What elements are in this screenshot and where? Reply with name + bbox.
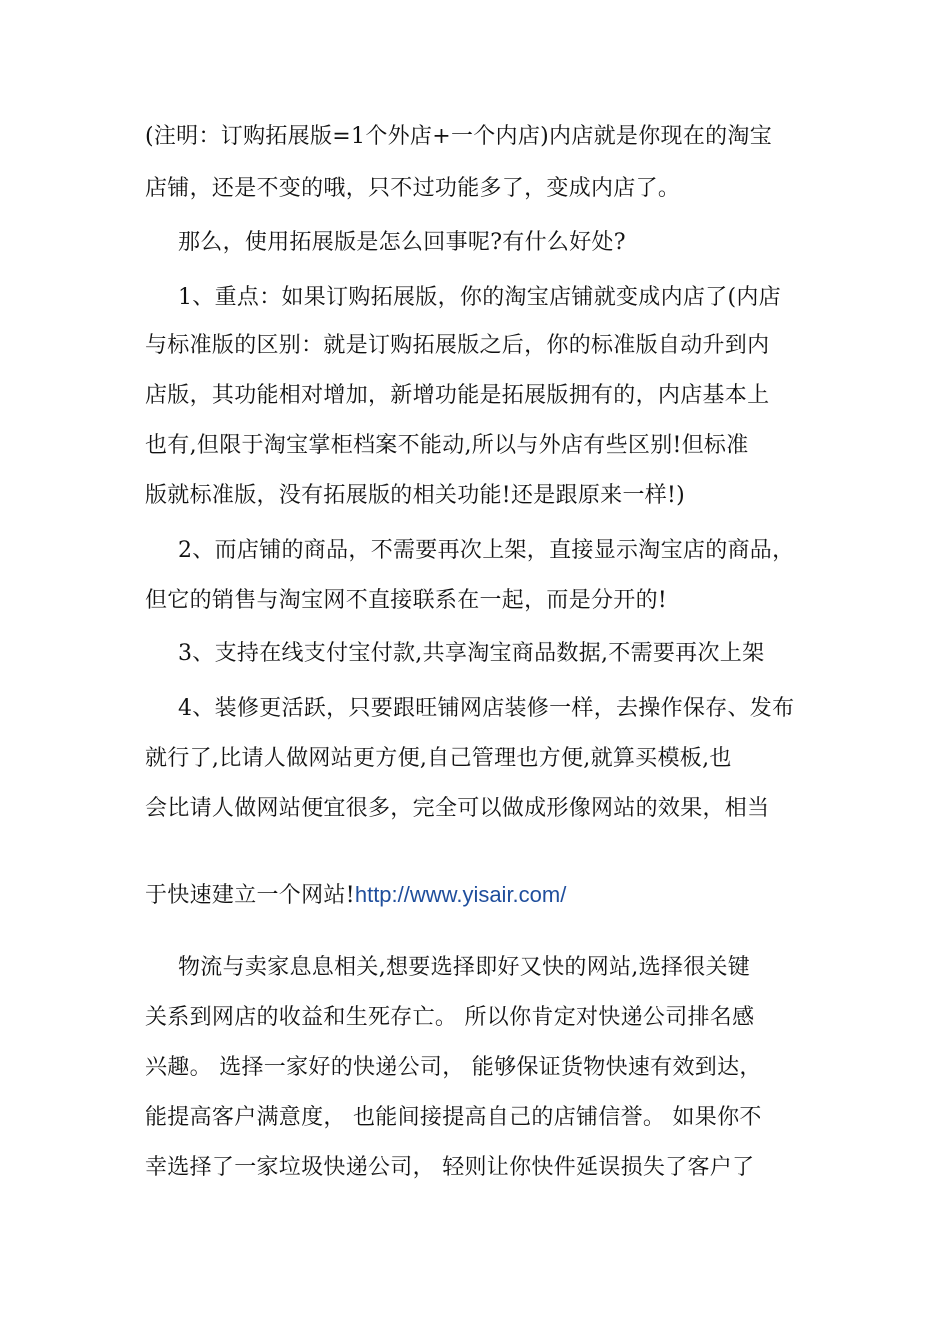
paragraph-6-line-4 [145, 880, 810, 911]
paragraph-3-line-4: 也有,但限于淘宝掌柜档案不能动,所以与外店有些区别!但标准 [145, 433, 749, 458]
paragraph-7-line-1: 物流与卖家息息相关,想要选择即好又快的网站,选择很关键 [178, 955, 751, 980]
paragraph-4-line-1: 2、而店铺的商品，不需要再次上架，直接显示淘宝店的商品， [178, 538, 795, 563]
paragraph-7-line-3: 兴趣。 选择一家好的快递公司， 能够保证货物快速有效到达， [145, 1055, 762, 1080]
paragraph-3-line-3: 店版，其功能相对增加，新增功能是拓展版拥有的，内店基本上 [145, 383, 770, 408]
website-link[interactable]: http://www.yisair.com/ [354, 882, 567, 907]
paragraph-3-line-2: 与标准版的区别：就是订购拓展版之后，你的标准版自动升到内 [145, 333, 770, 358]
paragraph-6-line-1: 4、装修更活跃，只要跟旺铺网店装修一样，去操作保存、发布 [178, 696, 795, 721]
paragraph-3-line-5: 版就标准版，没有拓展版的相关功能!还是跟原来一样!) [145, 483, 686, 508]
paragraph-6-line-2: 就行了,比请人做网站更方便,自己管理也方便,就算买模板,也 [145, 746, 732, 771]
paragraph-7-line-4: 能提高客户满意度， 也能间接提高自己的店铺信誉。 如果你不 [145, 1105, 762, 1130]
paragraph-3-line-1: 1、重点：如果订购拓展版，你的淘宝店铺就变成内店了(内店 [178, 285, 781, 310]
paragraph-5-line-1: 3、支持在线支付宝付款,共享淘宝商品数据,不需要再次上架 [178, 641, 765, 666]
paragraph-6-line-4-text: 于快速建立一个网站! [145, 883, 355, 908]
paragraph-7-line-5: 幸选择了一家垃圾快递公司， 轻则让你快件延误损失了客户了 [145, 1155, 755, 1180]
paragraph-7-line-2: 关系到网店的收益和生死存亡。 所以你肯定对快递公司排名感 [145, 1005, 755, 1030]
paragraph-1-line-2: 店铺，还是不变的哦，只不过功能多了，变成内店了。 [145, 176, 681, 201]
paragraph-1-line-1: (注明：订购拓展版=1个外店+一个内店)内店就是你现在的淘宝 [145, 124, 773, 149]
paragraph-4-line-2: 但它的销售与淘宝网不直接联系在一起，而是分开的! [145, 588, 668, 613]
paragraph-2-line-1: 那么，使用拓展版是怎么回事呢?有什么好处? [178, 230, 626, 255]
paragraph-6-line-3: 会比请人做网站便宜很多，完全可以做成形像网站的效果，相当 [145, 796, 770, 821]
